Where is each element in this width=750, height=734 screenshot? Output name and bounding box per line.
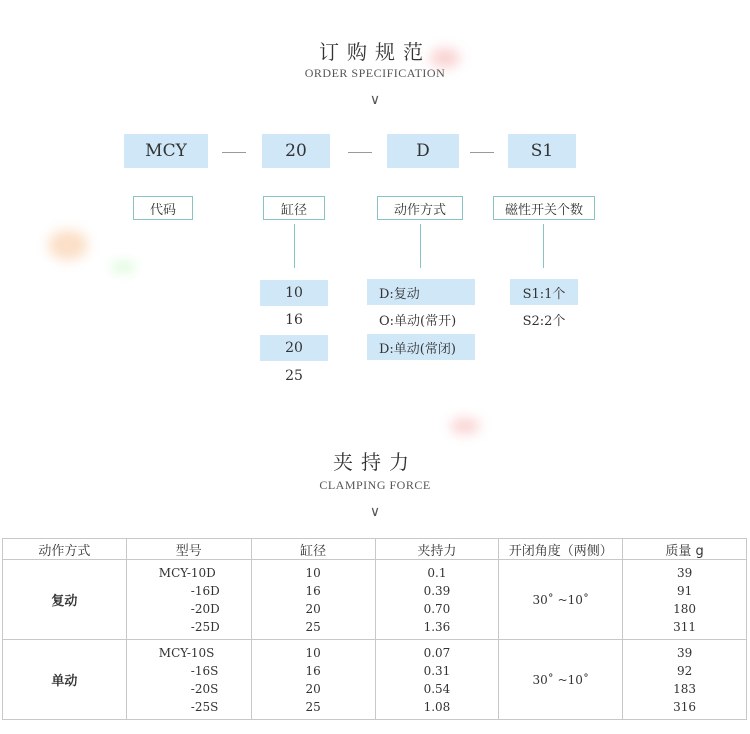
bore-option: 16 xyxy=(285,312,303,328)
model-name: MCY-10D xyxy=(158,565,216,580)
model-name: MCY-10S xyxy=(158,645,215,660)
header-action: 动作方式 xyxy=(3,539,127,560)
force-value: 0.54 xyxy=(423,681,451,696)
bore-value: 10 xyxy=(305,565,321,580)
bore-cell xyxy=(251,560,375,640)
bore-value: 16 xyxy=(305,663,321,678)
model-name: -20S xyxy=(190,681,219,696)
table-header-row xyxy=(3,539,747,560)
mass-value: 183 xyxy=(673,681,697,696)
connector-line xyxy=(420,224,421,268)
clamping-title: 夹持力 xyxy=(333,450,417,474)
bore-option: 25 xyxy=(285,368,303,384)
code-box-action xyxy=(387,134,459,168)
switch-option: S2:2个 xyxy=(522,313,566,329)
model-name: -25S xyxy=(190,699,219,714)
bore-option: 10 xyxy=(260,280,328,306)
header-bore: 缸径 xyxy=(251,539,375,560)
clamping-force-table xyxy=(2,538,747,720)
code-box-action-text: D xyxy=(416,141,430,161)
label-action xyxy=(377,196,463,220)
header-mass: 质量 g xyxy=(623,539,747,560)
force-value: 0.1 xyxy=(427,565,447,580)
label-code-text: 代码 xyxy=(149,202,176,218)
code-box-bore xyxy=(262,134,330,168)
mass-value: 39 xyxy=(676,645,693,660)
separator-dash xyxy=(348,152,372,153)
angle-cell: 30˚ ~10˚ xyxy=(499,560,623,640)
code-box-model xyxy=(124,134,208,168)
force-value: 0.31 xyxy=(423,663,451,678)
separator-dash xyxy=(470,152,494,153)
label-action-text: 动作方式 xyxy=(393,202,446,218)
decorative-blur xyxy=(110,262,136,272)
model-name: -20D xyxy=(190,601,220,616)
mass-cell xyxy=(623,640,747,720)
group-action: 单动 xyxy=(3,640,127,720)
force-value: 1.08 xyxy=(423,699,451,714)
decorative-blur xyxy=(48,230,88,260)
label-switch-count-text: 磁性开关个数 xyxy=(504,202,583,218)
bore-value: 10 xyxy=(305,645,321,660)
force-value: 0.07 xyxy=(423,645,451,660)
action-option: D:复动 xyxy=(367,279,475,305)
model-name: -16S xyxy=(190,663,219,678)
chevron-down-icon: ∨ xyxy=(369,504,381,520)
mass-value: 92 xyxy=(676,663,693,678)
code-box-bore-text: 20 xyxy=(285,141,307,161)
header-force: 夹持力 xyxy=(375,539,499,560)
separator-dash xyxy=(222,152,246,153)
bore-cell xyxy=(251,640,375,720)
bore-value: 25 xyxy=(305,619,321,634)
model-name: -16D xyxy=(190,583,220,598)
connector-line xyxy=(294,224,295,268)
action-option: O:单动(常开) xyxy=(379,313,457,329)
table-row xyxy=(3,640,747,720)
switch-option: S1:1个 xyxy=(510,279,578,305)
decorative-blur xyxy=(450,418,480,434)
angle-cell: 30˚ ~10˚ xyxy=(499,640,623,720)
label-switch-count xyxy=(493,196,595,220)
connector-line xyxy=(543,224,544,268)
model-cell xyxy=(126,560,251,640)
label-code xyxy=(133,196,193,220)
mass-value: 180 xyxy=(673,601,697,616)
chevron-down-icon: ∨ xyxy=(369,92,381,108)
header-model: 型号 xyxy=(126,539,251,560)
force-value: 1.36 xyxy=(423,619,451,634)
order-spec-subtitle: ORDER SPECIFICATION xyxy=(304,66,446,80)
force-value: 0.39 xyxy=(423,583,451,598)
code-box-model-text: MCY xyxy=(145,141,187,161)
action-option: D:单动(常闭) xyxy=(367,334,475,360)
mass-value: 91 xyxy=(676,583,693,598)
force-cell xyxy=(375,560,499,640)
bore-option: 20 xyxy=(260,335,328,361)
code-box-switch xyxy=(508,134,576,168)
table-row xyxy=(3,560,747,640)
order-spec-title: 订购规范 xyxy=(319,40,431,64)
label-bore xyxy=(263,196,325,220)
model-name: -25D xyxy=(190,619,220,634)
label-bore-text: 缸径 xyxy=(280,202,307,218)
mass-value: 39 xyxy=(676,565,693,580)
clamping-subtitle: CLAMPING FORCE xyxy=(319,478,431,492)
header-angle: 开闭角度（两侧） xyxy=(499,539,623,560)
mass-value: 316 xyxy=(673,699,697,714)
group-action: 复动 xyxy=(3,560,127,640)
model-cell xyxy=(126,640,251,720)
bore-value: 20 xyxy=(305,681,321,696)
force-cell xyxy=(375,640,499,720)
force-value: 0.70 xyxy=(423,601,451,616)
bore-value: 16 xyxy=(305,583,321,598)
mass-value: 311 xyxy=(673,619,697,634)
bore-value: 20 xyxy=(305,601,321,616)
mass-cell xyxy=(623,560,747,640)
code-box-switch-text: S1 xyxy=(530,141,554,161)
bore-value: 25 xyxy=(305,699,321,714)
